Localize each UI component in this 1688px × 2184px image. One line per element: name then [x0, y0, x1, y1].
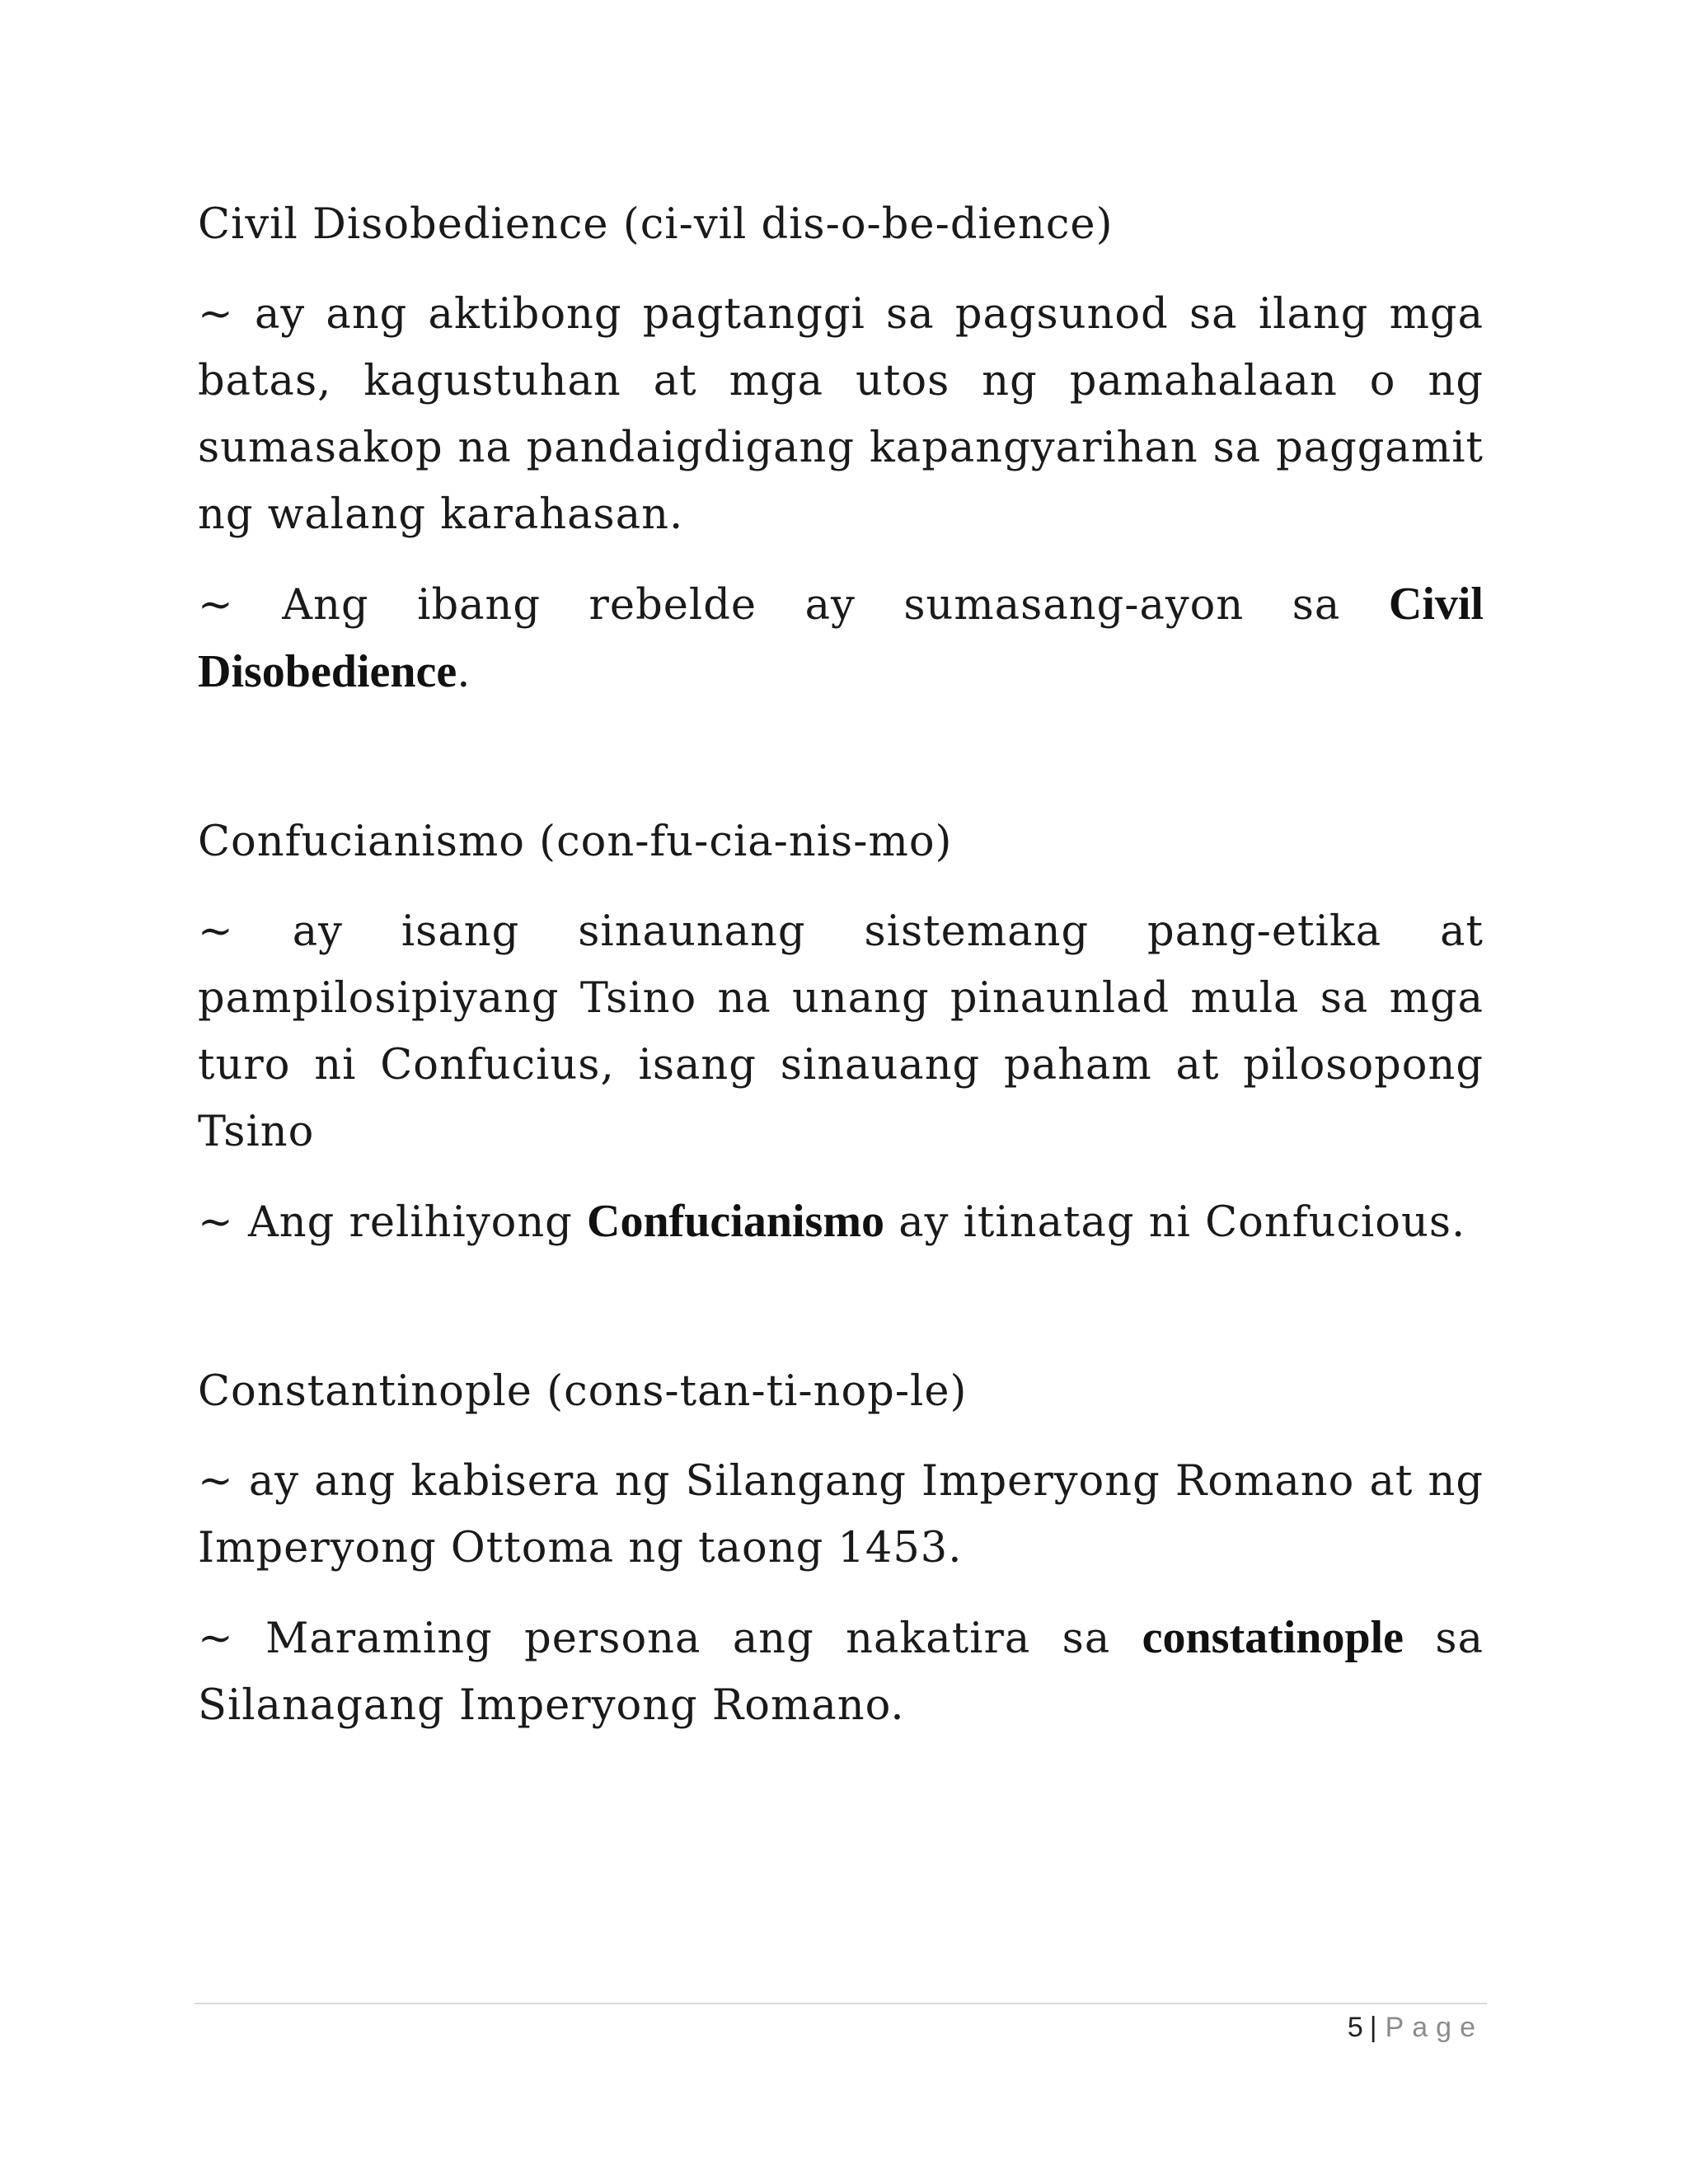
example-term: constatinople: [1142, 1612, 1404, 1663]
entry-definition: ~ ay ang kabisera ng Silangang Imperyong Romano at ng Imperyong Ottoma ng taong 1453.: [198, 1457, 1484, 1572]
example-text-after: ay itinatag ni Confucious.: [884, 1198, 1466, 1247]
example-term: Confucianismo: [587, 1196, 884, 1247]
entry-heading: Constantinople (cons-tan-ti-nop-le): [198, 1367, 968, 1416]
entry-example: [198, 1188, 1484, 1256]
glossary-entry-civil-disobedience: [198, 191, 1484, 706]
entry-definition: ~ ay ang aktibong pagtanggi sa pagsunod sa ilang mga batas, kagustuhan at mga utos ng pamahalaan o ng sumasakop na pandaigdigang kapangyarihan sa paggamit ng walang karahasan.: [198, 290, 1484, 539]
example-term: Civil Disobedience: [198, 579, 1484, 697]
entry-example: [198, 571, 1484, 706]
entry-definition: ~ ay isang sinaunang sistemang pang-etika at pampilosipiyang Tsino na unang pinaunlad mula sa mga turo ni Confucius, isang sinauang paham at pilosopong Tsino: [198, 907, 1484, 1156]
entry-heading: Confucianismo (con-fu-cia-nis-mo): [198, 818, 953, 866]
page-number: 5: [1347, 2012, 1363, 2043]
page-label: Page: [1385, 2012, 1484, 2043]
entry-heading: Civil Disobedience (ci-vil dis-o-be-dience): [198, 200, 1114, 249]
example-text-before: ~ Ang ibang rebelde ay sumasang-ayon sa: [198, 581, 1389, 630]
example-text-after: sa Silanagang Imperyong Romano.: [198, 1615, 1484, 1730]
example-text-before: ~ Ang relihiyong: [198, 1198, 588, 1247]
example-text-before: ~ Maraming persona ang nakatira sa: [198, 1615, 1142, 1663]
glossary-content: [198, 191, 1484, 1841]
entry-example: [198, 1605, 1484, 1739]
footer-divider: [195, 2003, 1487, 2004]
glossary-entry-confucianismo: [198, 808, 1484, 1256]
page-footer: [1348, 2008, 1484, 2047]
glossary-entry-constantinople: [198, 1358, 1484, 1739]
footer-separator: |: [1369, 2012, 1377, 2043]
example-text-after: .: [457, 649, 471, 697]
